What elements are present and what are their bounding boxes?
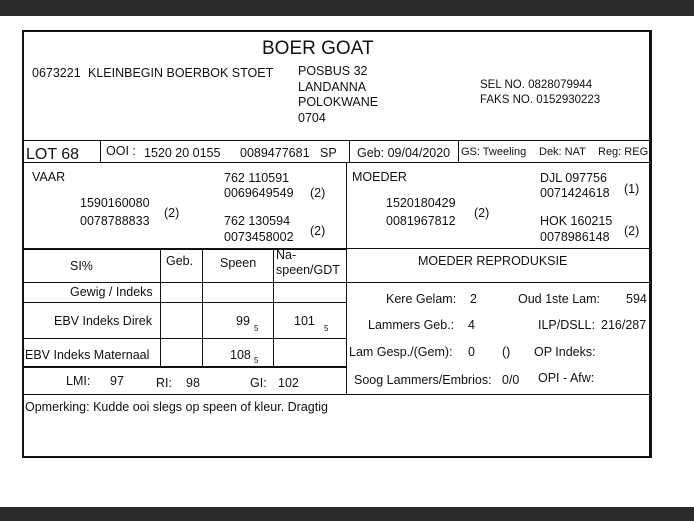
oud-label: Oud 1ste Lam: bbox=[518, 292, 600, 306]
table-header-naspeen-2: speen/GDT bbox=[276, 263, 340, 277]
row-ebv-direk-speen: 99 bbox=[236, 314, 250, 328]
table-header-geb: Geb. bbox=[166, 254, 194, 268]
lmi-label: LMI: bbox=[66, 374, 91, 388]
address-line-4: 0704 bbox=[298, 111, 326, 125]
moeder-id: 0081967812 bbox=[386, 214, 456, 228]
sel-number: SEL NO. 0828079944 bbox=[480, 79, 593, 91]
ooi-id: 0089477681 bbox=[240, 146, 310, 160]
row-ebv-maternaal-label: EBV Indeks Maternaal bbox=[25, 348, 150, 362]
breeder-number: 0673221 bbox=[32, 66, 81, 80]
row-gewig-label: Gewig / Indeks bbox=[70, 285, 153, 299]
lammers-value: 4 bbox=[468, 318, 475, 332]
lmi-value: 97 bbox=[110, 374, 124, 388]
gesp-value: 0 bbox=[468, 345, 475, 359]
address-line-2: LANDANNA bbox=[298, 80, 367, 94]
birth-date: Geb: 09/04/2020 bbox=[357, 146, 451, 160]
repro-title: MOEDER REPRODUKSIE bbox=[418, 254, 568, 268]
divider-geb bbox=[349, 140, 350, 162]
divider-center bbox=[346, 162, 347, 394]
moeder-dam-number: HOK 160215 bbox=[540, 214, 613, 228]
remark-text: Opmerking: Kudde ooi slegs op speen of kleur. Dragtig bbox=[25, 400, 328, 414]
card-title: BOER GOAT bbox=[262, 38, 374, 59]
opi-afw-label: OPI - Afw: bbox=[538, 371, 595, 385]
gi-label: GI: bbox=[250, 376, 267, 390]
soog-value: 0/0 bbox=[502, 373, 520, 387]
table-header-si: SI% bbox=[70, 259, 93, 273]
moeder-label: MOEDER bbox=[352, 170, 407, 184]
kere-value: 2 bbox=[470, 292, 477, 306]
vaar-sire-id: 0069649549 bbox=[224, 186, 294, 200]
table-row1-border bbox=[24, 302, 346, 303]
divider-lot-row bbox=[24, 162, 651, 163]
table-col-geb bbox=[160, 248, 161, 366]
table-header-speen: Speen bbox=[220, 256, 257, 270]
faks-number: FAKS NO. 0152930223 bbox=[480, 94, 601, 106]
table-row3-border bbox=[24, 366, 346, 368]
row-ebv-direk-speen-accuracy: 5 bbox=[254, 324, 259, 333]
lammers-label: Lammers Geb.: bbox=[368, 318, 455, 332]
divider-gs bbox=[458, 140, 459, 162]
gesp-gem-value: () bbox=[502, 345, 511, 359]
moeder-dam-count: (2) bbox=[624, 224, 640, 238]
divider-lot bbox=[100, 140, 101, 162]
breeder-name: KLEINBEGIN BOERBOK STOET bbox=[88, 66, 274, 80]
ooi-label: OOI : bbox=[106, 144, 136, 158]
ooi-sp: SP bbox=[320, 146, 337, 160]
moeder-sire-id: 0071424618 bbox=[540, 186, 610, 200]
ilp-value: 216/287 bbox=[601, 318, 647, 332]
oud-value: 594 bbox=[626, 292, 647, 306]
vaar-dam-count: (2) bbox=[310, 224, 326, 238]
table-col-naspeen bbox=[273, 248, 274, 366]
repro-title-border bbox=[346, 282, 651, 283]
table-col-speen bbox=[202, 248, 203, 366]
ri-value: 98 bbox=[186, 376, 200, 390]
document-sheet bbox=[0, 16, 694, 507]
reg-status: Reg: REG bbox=[598, 146, 649, 158]
address-line-3: POLOKWANE bbox=[298, 95, 379, 109]
vaar-label: VAAR bbox=[32, 170, 66, 184]
gi-value: 102 bbox=[278, 376, 299, 390]
moeder-dam-id: 0078986148 bbox=[540, 230, 610, 244]
divider-header bbox=[24, 140, 651, 141]
divider-remark bbox=[24, 394, 651, 395]
address-line-1: POSBUS 32 bbox=[298, 64, 368, 78]
dek-status: Dek: NAT bbox=[539, 146, 586, 158]
repro-top-border bbox=[346, 248, 651, 249]
vaar-dam-id: 0073458002 bbox=[224, 230, 294, 244]
vaar-count: (2) bbox=[164, 206, 180, 220]
moeder-number: 1520180429 bbox=[386, 196, 456, 210]
moeder-sire-number: DJL 097756 bbox=[540, 171, 607, 185]
gs-status: GS: Tweeling bbox=[461, 146, 527, 158]
row-ebv-direk-naspeen: 101 bbox=[294, 314, 315, 328]
ri-label: RI: bbox=[156, 376, 172, 390]
moeder-sire-count: (1) bbox=[624, 182, 640, 196]
table-header-border bbox=[24, 282, 346, 283]
soog-label: Soog Lammers/Embrios: bbox=[354, 373, 492, 387]
vaar-number: 1590160080 bbox=[80, 196, 150, 210]
ooi-number: 1520 20 0155 bbox=[144, 146, 221, 160]
row-ebv-direk-naspeen-accuracy: 5 bbox=[324, 324, 329, 333]
ilp-label: ILP/DSLL: bbox=[538, 318, 595, 332]
gesp-label: Lam Gesp./(Gem): bbox=[349, 345, 453, 359]
row-ebv-maternaal-speen: 108 bbox=[230, 348, 251, 362]
lot-number: LOT 68 bbox=[26, 146, 80, 163]
opi-label: OP Indeks: bbox=[534, 345, 596, 359]
goat-lot-card bbox=[22, 30, 652, 458]
moeder-count: (2) bbox=[474, 206, 490, 220]
kere-label: Kere Gelam: bbox=[386, 292, 457, 306]
table-header-naspeen-1: Na- bbox=[276, 248, 297, 262]
vaar-dam-number: 762 130594 bbox=[224, 214, 291, 228]
row-ebv-direk-label: EBV Indeks Direk bbox=[54, 314, 152, 328]
vaar-sire-number: 762 110591 bbox=[224, 171, 290, 185]
row-ebv-maternaal-speen-accuracy: 5 bbox=[254, 356, 259, 365]
table-row2-border bbox=[24, 338, 346, 339]
table-top-border bbox=[24, 248, 346, 250]
vaar-id: 0078788833 bbox=[80, 214, 150, 228]
vaar-sire-count: (2) bbox=[310, 186, 326, 200]
